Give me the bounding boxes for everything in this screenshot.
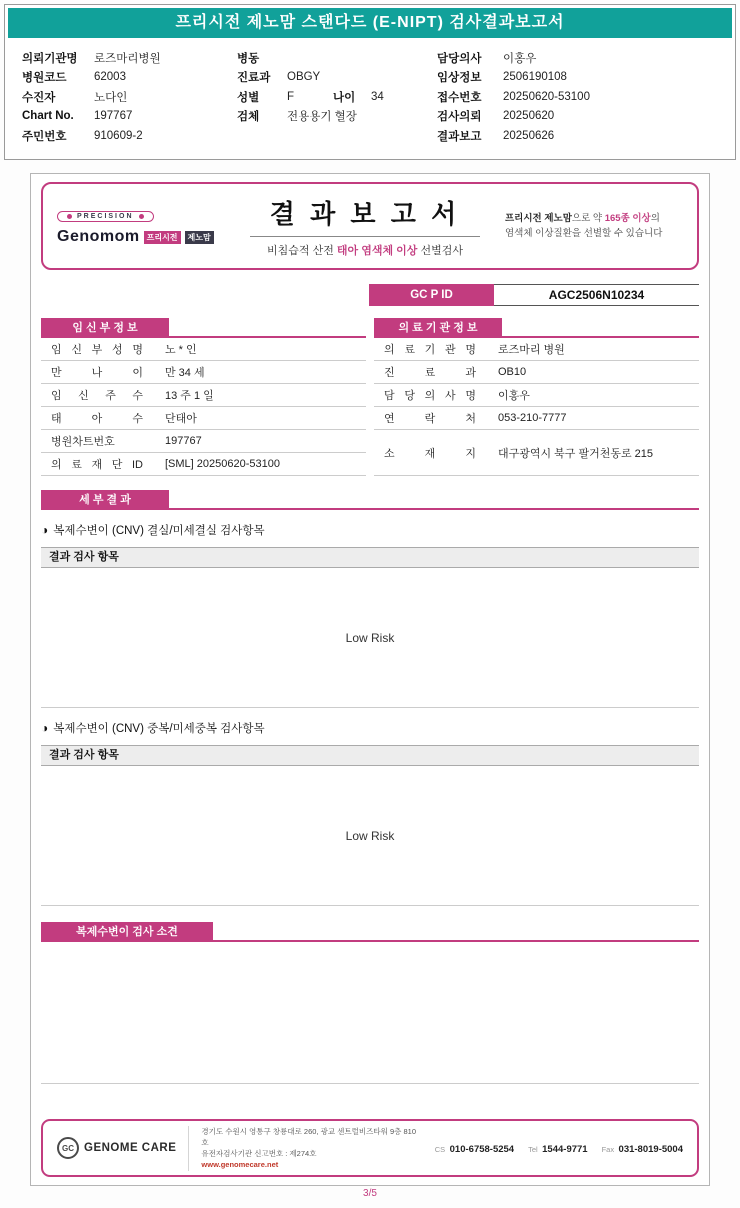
field-row xyxy=(22,68,237,88)
field-label: 진료과 xyxy=(237,72,271,85)
contact-item xyxy=(435,1139,514,1157)
contact-value: 010-6758-5254 xyxy=(449,1144,515,1155)
address-line: 경기도 수원시 영통구 창룡대로 260, 광교 센트럴비즈타워 9층 810호 xyxy=(201,1126,416,1147)
badge-dot-icon xyxy=(139,214,144,219)
table-row xyxy=(41,361,366,384)
cnv-opinion-header xyxy=(41,922,699,942)
address-line: 유전자검사기관 신고번호 : 제274호 xyxy=(201,1149,317,1158)
row-label: 의 료 재 단 ID xyxy=(51,459,143,471)
field-label: 주민번호 xyxy=(22,130,67,143)
row-label: 태 아 수 xyxy=(51,413,143,425)
subtitle-highlight: 태아 염색체 이상 xyxy=(336,245,418,257)
cnv-duplication-section-title xyxy=(41,720,699,736)
table-row xyxy=(41,407,366,430)
footer-address xyxy=(188,1126,422,1171)
field-value: 20250626 xyxy=(503,129,555,142)
field-row xyxy=(22,48,237,68)
table-row xyxy=(374,384,699,407)
field-row xyxy=(437,48,718,68)
row-value: 노 * 인 xyxy=(165,344,197,356)
mother-info-table xyxy=(41,318,366,476)
half-circle-icon: ◑ xyxy=(41,721,49,735)
row-label: 의 료 기 관 명 xyxy=(384,344,476,356)
field-value: 이홍우 xyxy=(503,52,537,65)
emr-header xyxy=(4,4,736,160)
table-row xyxy=(41,384,366,407)
patient-summary xyxy=(8,38,732,156)
field-value: F xyxy=(287,90,295,103)
brand-line xyxy=(57,228,225,246)
document-subtitle xyxy=(250,236,480,258)
field-value: 20250620 xyxy=(503,110,555,123)
field-label: Chart No. xyxy=(22,110,74,123)
genomom-logo xyxy=(57,206,225,246)
tagline-line2: 염색체 이상질환을 선별할 수 있습니다 xyxy=(505,228,663,239)
field-label: 의뢰기관명 xyxy=(22,52,78,65)
contact-item xyxy=(528,1139,587,1157)
contact-label: Tel xyxy=(528,1145,538,1154)
row-label: 임 신 부 성 명 xyxy=(51,344,143,356)
table-row xyxy=(41,453,366,476)
row-label: 병원차트번호 xyxy=(51,436,115,448)
clinic-info-table xyxy=(374,318,699,476)
field-value: 로즈마리병원 xyxy=(94,52,161,65)
field-row xyxy=(22,126,237,146)
row-value: 대구광역시 북구 팔거천동로 215 xyxy=(498,447,654,460)
row-value: 만 34 세 xyxy=(165,367,205,379)
section-header-chip: 세 부 결 과 xyxy=(41,490,169,510)
field-label: 병동 xyxy=(237,52,260,65)
contact-label: CS xyxy=(434,1145,446,1154)
genome-care-logo xyxy=(57,1137,176,1159)
result-table-header: 결과 검사 항목 xyxy=(41,745,699,766)
website-link: www.genomecare.net xyxy=(201,1160,279,1170)
row-value: 13 주 1 일 xyxy=(165,390,214,402)
table-row xyxy=(374,361,699,384)
field-row xyxy=(437,126,718,146)
field-value: 910609-2 xyxy=(94,129,143,142)
cnv-section-title-text: 복제수변이 (CNV) 결실/미세결실 검사항목 xyxy=(53,525,265,537)
table-row xyxy=(41,430,366,453)
cnv-section-title-text: 복제수변이 (CNV) 중복/미세중복 검사항목 xyxy=(53,723,265,735)
field-value: 20250620-53100 xyxy=(503,90,590,103)
genome-care-brand: GENOME CARE xyxy=(84,1142,177,1154)
document-title: 결 과 보 고 서 xyxy=(269,199,461,229)
report-title-bar: 프리시전 제노맘 스탠다드 (E-NIPT) 검사결과보고서 xyxy=(8,8,732,38)
half-circle-icon: ◑ xyxy=(41,523,49,537)
cnv-deletion-result-area xyxy=(41,568,699,708)
field-value: 노다인 xyxy=(94,91,128,104)
precision-badge xyxy=(57,211,154,222)
gc-p-id-row xyxy=(41,284,699,306)
row-value: 이홍우 xyxy=(498,390,530,402)
row-value: 로즈마리 병원 xyxy=(498,344,565,356)
cnv-deletion-section-title xyxy=(41,522,699,538)
badge-dot-icon xyxy=(67,214,72,219)
brand-name-en: Genomom xyxy=(57,228,140,245)
table-row xyxy=(374,407,699,430)
report-tagline xyxy=(505,211,683,241)
brand-name-kr-1: 프리시전 xyxy=(144,231,181,244)
field-label: 접수번호 xyxy=(437,91,482,104)
tagline-line1: 프리시전 제노맘으로 약 165종 이상의 xyxy=(505,212,660,224)
section-header-chip: 의 료 기 관 정 보 xyxy=(374,318,502,338)
field-label: 검사의뢰 xyxy=(437,111,482,124)
section-header-chip: 복제수변이 검사 소견 xyxy=(41,922,213,942)
patient-summary-col2 xyxy=(237,48,437,146)
row-value: 단태아 xyxy=(165,413,197,425)
result-low-risk: Low Risk xyxy=(345,828,395,843)
field-label: 담당의사 xyxy=(437,52,482,65)
result-low-risk: Low Risk xyxy=(345,630,395,645)
patient-summary-col1 xyxy=(22,48,237,146)
field-label: 결과보고 xyxy=(437,130,482,143)
field-row xyxy=(22,107,237,127)
subtitle-text: 비침습적 산전 xyxy=(267,245,337,257)
section-header-chip: 임 신 부 정 보 xyxy=(41,318,169,338)
contact-value: 1544-9771 xyxy=(542,1144,588,1155)
field-label: 나이 xyxy=(333,91,356,104)
row-label: 담 당 의 사 명 xyxy=(384,390,476,402)
field-label: 성별 xyxy=(237,91,260,104)
row-label: 진 료 과 xyxy=(384,367,476,379)
row-label: 연 락 처 xyxy=(384,413,476,425)
detail-results-header xyxy=(41,490,699,510)
gc-p-id-value: AGC2506N10234 xyxy=(494,284,699,306)
table-row xyxy=(41,338,366,361)
field-label: 수진자 xyxy=(22,91,56,104)
gc-p-id-label: GC P ID xyxy=(369,284,494,306)
cnv-duplication-result-area xyxy=(41,766,699,906)
section-header xyxy=(374,318,699,338)
row-value: [SML] 20250620-53100 xyxy=(165,458,280,470)
field-row xyxy=(237,107,437,127)
contact-value: 031-8019-5004 xyxy=(618,1144,683,1155)
row-value: 197767 xyxy=(165,435,202,447)
contact-item xyxy=(602,1139,683,1157)
subtitle-text: 선별검사 xyxy=(417,245,463,257)
field-row xyxy=(437,107,718,127)
field-row xyxy=(237,48,437,68)
field-value: 197767 xyxy=(94,110,133,123)
report-header-box xyxy=(41,182,699,270)
badge-label: PRECISION xyxy=(77,213,134,220)
contact-label: Fax xyxy=(601,1145,615,1154)
row-label: 소 재 지 xyxy=(384,447,476,460)
result-table-header: 결과 검사 항목 xyxy=(41,547,699,568)
field-row xyxy=(437,68,718,88)
field-value: 34 xyxy=(371,90,384,103)
field-value: 2506190108 xyxy=(503,71,567,84)
row-label: 만 나 이 xyxy=(51,367,143,379)
patient-summary-col3 xyxy=(437,48,718,146)
field-row xyxy=(437,87,718,107)
result-report-document xyxy=(30,173,710,1186)
brand-name-kr-2: 제노맘 xyxy=(185,231,214,244)
field-label: 병원코드 xyxy=(22,72,67,85)
row-value: 053-210-7777 xyxy=(498,412,567,424)
report-header-center xyxy=(235,194,495,258)
field-row xyxy=(22,87,237,107)
genome-care-logo-mark: GC xyxy=(57,1137,79,1159)
field-value: 전용용기 혈장 xyxy=(287,111,357,124)
footer xyxy=(41,1119,699,1177)
row-label: 임 신 주 수 xyxy=(51,390,143,402)
field-label: 검체 xyxy=(237,111,260,124)
table-row xyxy=(374,338,699,361)
cnv-opinion-area xyxy=(41,942,699,1084)
table-row xyxy=(374,430,699,476)
footer-contacts xyxy=(435,1139,683,1157)
field-value: OBGY xyxy=(287,71,321,84)
field-row xyxy=(237,87,437,107)
field-row xyxy=(237,68,437,88)
row-value: OB10 xyxy=(498,366,527,378)
page-indicator: 3/5 xyxy=(363,1188,377,1199)
field-value: 62003 xyxy=(94,71,126,84)
section-header xyxy=(41,318,366,338)
info-tables xyxy=(41,318,699,476)
field-label: 임상정보 xyxy=(437,72,482,85)
